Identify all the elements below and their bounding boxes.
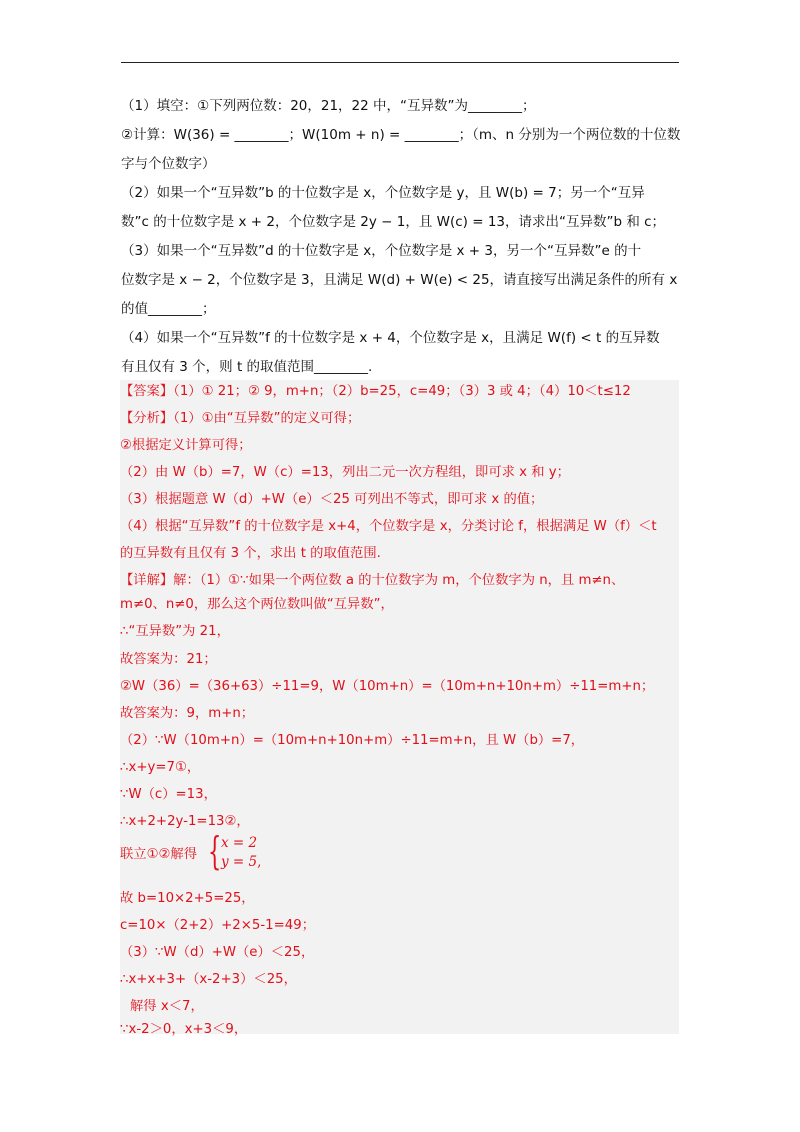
- detail-line: （2）∵W（10m+n）=（10m+n+10n+m）÷11=m+n，且 W（b）=7，: [120, 733, 585, 748]
- detail-heading: 【详解】解：（1）①∵如果一个两位数 a 的十位数字为 m，个位数字为 n，且 m≠n、: [120, 573, 625, 588]
- detail-line: ∵W（c）=13，: [120, 787, 217, 802]
- answer-summary: 【答案】（1）① 21；② 9，m+n；（2）b=25，c=49；（3）3 或 4；（4）10＜t≤12: [120, 384, 631, 399]
- answer-panel: [120, 380, 679, 1037]
- detail-line: ∴x+2+2y-1=13②，: [120, 814, 250, 829]
- detail-line: ∴“互异数”为 21，: [120, 624, 230, 639]
- detail-line: 故答案为：21；: [120, 652, 217, 667]
- question-line: 位数字是 x − 2，个位数字是 3，且满足 W(d) + W(e) < 25，请直接写出满足条件的所有 x: [121, 272, 678, 288]
- question-line: ②计算：W(36) = ________；W(10m + n) = ________；（m、n 分别为一个两位数的十位数: [121, 127, 681, 143]
- question-line: （3）如果一个“互异数”d 的十位数字是 x，个位数字是 x + 3，另一个“互异数”e 的十: [121, 243, 642, 259]
- detail-line: （3）∵W（d）+W（e）＜25，: [120, 945, 315, 960]
- question-line: 字与个位数字）: [121, 156, 216, 172]
- question-line: 数”c 的十位数字是 x + 2，个位数字是 2y − 1，且 W(c) = 13，请求出“互异数”b 和 c；: [121, 214, 666, 230]
- analysis-line: ②根据定义计算可得；: [120, 438, 252, 453]
- question-line: （2）如果一个“互异数”b 的十位数字是 x，个位数字是 y，且 W(b) = 7；另一个“互异: [121, 185, 645, 201]
- detail-line: ∴x+x+3+（x-2+3）＜25，: [120, 972, 297, 987]
- question-line: 有且仅有 3 个，则 t 的取值范围________.: [121, 359, 373, 375]
- detail-line: c=10×（2+2）+2×5-1=49；: [120, 918, 315, 933]
- detail-line: 故答案为：9，m+n；: [120, 706, 255, 721]
- system-eq-2: y = 5,: [221, 854, 262, 870]
- brace-icon: {: [208, 829, 222, 873]
- equation-system: [120, 829, 320, 874]
- system-eq-1: x = 2: [221, 835, 258, 851]
- detail-line: ∵x-2＞0，x+3＜9，: [120, 1022, 248, 1037]
- detail-line: ∴x+y=7①，: [120, 760, 201, 775]
- detail-line: 解得 x＜7，: [130, 999, 204, 1014]
- detail-line: 故 b=10×2+5=25，: [120, 891, 255, 906]
- question-line: （1）填空：①下列两位数：20，21，22 中，“互异数”为________；: [121, 98, 536, 114]
- detail-line: 联立①②解得: [120, 847, 198, 862]
- detail-line: m≠0、n≠0，那么这个两位数叫做“互异数”，: [120, 597, 394, 612]
- system-equations: [221, 834, 261, 872]
- question-block: [121, 92, 681, 382]
- analysis-heading: 【分析】（1）①由“互异数”的定义可得；: [120, 411, 361, 426]
- analysis-line: （3）根据题意 W（d）+W（e）＜25 可列出不等式，即可求 x 的值；: [120, 492, 544, 507]
- question-line: （4）如果一个“互异数”f 的十位数字是 x + 4，个位数字是 x，且满足 W(f) < t 的互异数: [121, 330, 660, 346]
- analysis-line: （2）由 W（b）=7，W（c）=13，列出二元一次方程组，即可求 x 和 y；: [120, 465, 570, 480]
- detail-line: ②W（36）=（36+63）÷11=9，W（10m+n）=（10m+n+10n+m）÷11=m+n；: [120, 679, 655, 694]
- question-line: 的值________；: [121, 301, 216, 317]
- header-rule: [121, 62, 679, 63]
- analysis-line: （4）根据“互异数”f 的十位数字是 x+4，个位数字是 x，分类讨论 f，根据满足 W（f）＜t: [120, 519, 657, 534]
- analysis-line: 的互异数有且仅有 3 个，求出 t 的取值范围.: [120, 546, 381, 561]
